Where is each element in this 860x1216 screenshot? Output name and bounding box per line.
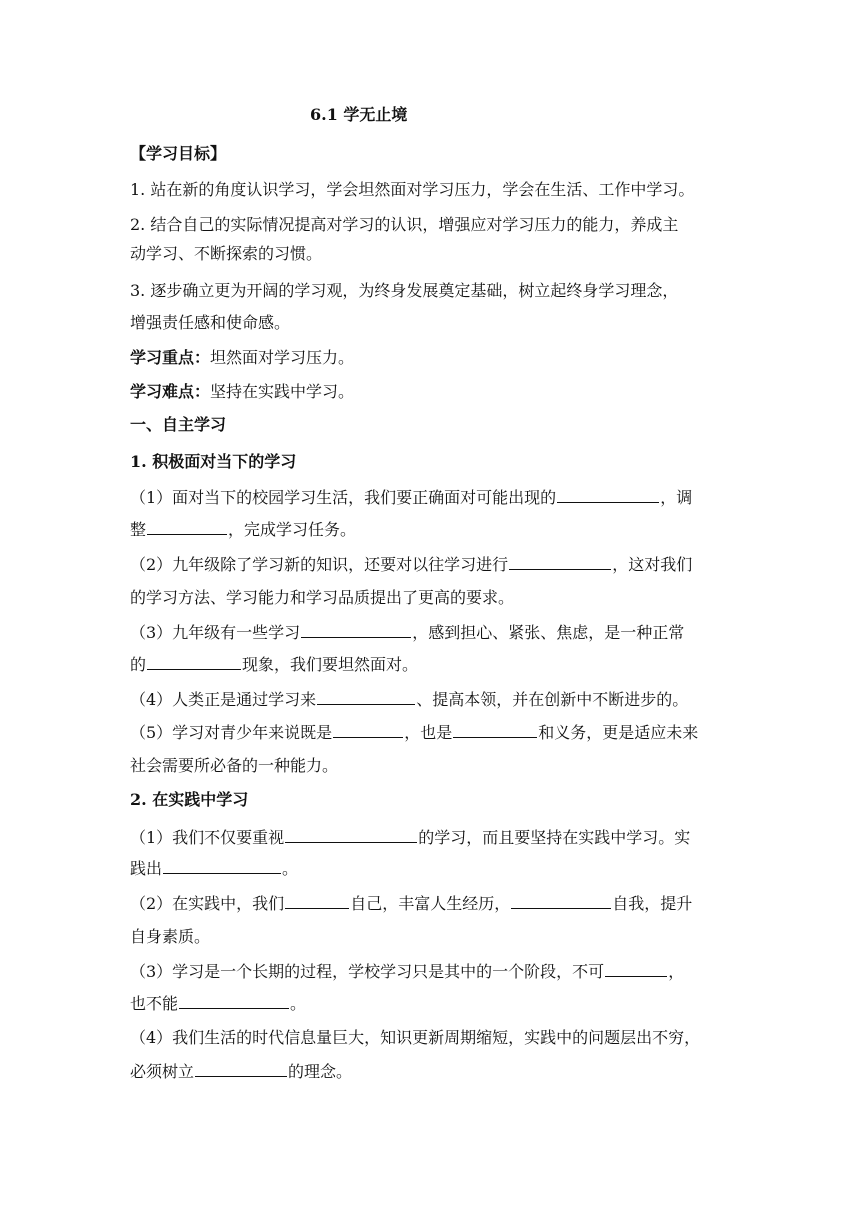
question-line: 社会需要所必备的一种能力。 (130, 756, 339, 775)
fill-blank[interactable] (333, 721, 403, 738)
question-line (130, 721, 698, 743)
fill-blank[interactable] (557, 486, 659, 503)
question-line: 自身素质。 (130, 927, 211, 946)
objective-line: 3. 逐步确立更为开阔的学习观，为终身发展奠定基础，树立起终身学习理念， (130, 281, 679, 300)
difficulty-label: 学习难点： (130, 382, 211, 401)
question-text: ，感到担心、紧张、焦虑，是一种正常 (412, 623, 685, 642)
question-text: 、提高本领，并在创新中不断进步的。 (416, 690, 689, 709)
fill-blank[interactable] (511, 892, 611, 909)
question-line (130, 960, 684, 982)
question-line (130, 857, 298, 879)
question-line (130, 688, 688, 710)
question-text: ，调 (660, 488, 693, 507)
difficulty-text: 坚持在实践中学习。 (210, 382, 355, 401)
question-text: ，完成学习任务。 (228, 520, 357, 539)
question-text: （2）在实践中，我们 (130, 894, 285, 913)
fill-blank[interactable] (147, 653, 241, 670)
fill-blank[interactable] (509, 553, 611, 570)
fill-blank[interactable] (317, 688, 415, 705)
key-point (130, 347, 354, 369)
question-line (130, 992, 306, 1014)
question-text: （3）九年级有一些学习 (130, 623, 301, 642)
objective-line: 动学习、不断探索的习惯。 (130, 244, 323, 263)
key-point-label: 学习重点： (130, 348, 211, 367)
question-text: 的 (130, 655, 147, 674)
question-text: 的学习，而且要坚持在实践中学习。实 (418, 828, 691, 847)
question-line: （4）我们生活的时代信息量巨大，知识更新周期缩短，实践中的问题层出不穷， (130, 1028, 701, 1047)
question-text: 的理念。 (288, 1062, 353, 1081)
question-text: 整 (130, 520, 147, 539)
subsection-heading: 2. 在实践中学习 (130, 790, 249, 809)
question-line (130, 518, 356, 540)
fill-blank[interactable] (605, 960, 667, 977)
question-text: 自己，丰富人生经历， (350, 894, 511, 913)
question-text: 践出 (130, 859, 163, 878)
objective-line: 1. 站在新的角度认识学习，学会坦然面对学习压力，学会在生活、工作中学习。 (130, 180, 695, 199)
question-text: （3）学习是一个长期的过程，学校学习只是其中的一个阶段，不可 (130, 962, 605, 981)
fill-blank[interactable] (195, 1060, 287, 1077)
page-title: 6.1 学无止境 (310, 105, 408, 124)
fill-blank[interactable] (163, 857, 281, 874)
question-line (130, 892, 692, 914)
question-text: 必须树立 (130, 1062, 195, 1081)
question-text: 和义务，更是适应未来 (538, 723, 699, 742)
question-text: ， (668, 962, 685, 981)
fill-blank[interactable] (285, 892, 349, 909)
question-text: （1）面对当下的校园学习生活，我们要正确面对可能出现的 (130, 488, 557, 507)
fill-blank[interactable] (179, 992, 289, 1009)
question-text: （4）人类正是通过学习来 (130, 690, 317, 709)
objective-line: 增强责任感和使命感。 (130, 313, 291, 332)
question-text: （5）学习对青少年来说既是 (130, 723, 333, 742)
objective-line: 2. 结合自己的实际情况提高对学习的认识，增强应对学习压力的能力，养成主 (130, 215, 679, 234)
question-text: 现象，我们要坦然面对。 (242, 655, 419, 674)
subsection-heading: 1. 积极面对当下的学习 (130, 452, 297, 471)
fill-blank[interactable] (301, 621, 411, 638)
question-line: 的学习方法、学习能力和学习品质提出了更高的要求。 (130, 588, 515, 607)
question-line (130, 486, 692, 508)
section-heading: 一、自主学习 (130, 415, 227, 434)
question-text: ，也是 (404, 723, 453, 742)
question-line (130, 553, 692, 575)
objectives-heading: 【学习目标】 (130, 144, 227, 163)
question-text: 也不能 (130, 994, 179, 1013)
question-line (130, 826, 690, 848)
fill-blank[interactable] (147, 518, 227, 535)
question-text: 。 (290, 994, 307, 1013)
key-point-text: 坦然面对学习压力。 (210, 348, 355, 367)
fill-blank[interactable] (285, 826, 417, 843)
question-text: （2）九年级除了学习新的知识，还要对以往学习进行 (130, 555, 509, 574)
question-text: 自我，提升 (612, 894, 693, 913)
question-text: 。 (282, 859, 299, 878)
question-text: ，这对我们 (612, 555, 693, 574)
question-line (130, 1060, 352, 1082)
fill-blank[interactable] (453, 721, 537, 738)
question-line (130, 653, 418, 675)
difficulty (130, 381, 354, 403)
question-text: （1）我们不仅要重视 (130, 828, 285, 847)
question-line (130, 621, 684, 643)
